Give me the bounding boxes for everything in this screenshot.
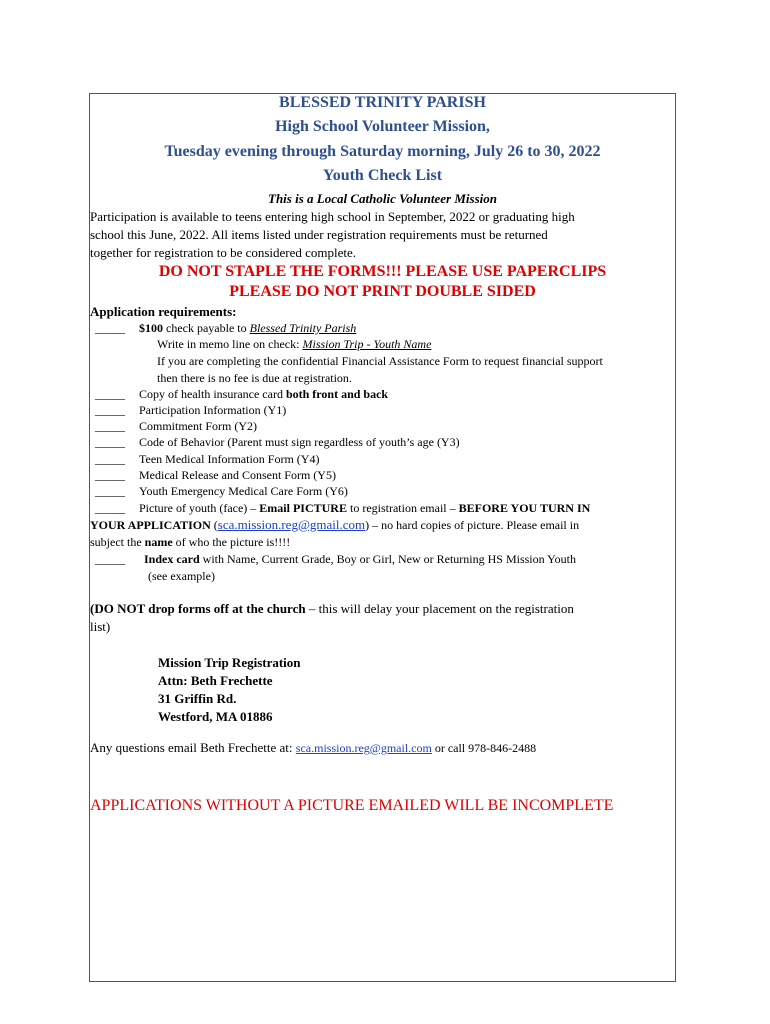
- financial-assistance-line-1: If you are completing the confidential Financial Assistance Form to request financial support: [157, 354, 603, 368]
- intro-line-2: school this June, 2022. All items listed under registration requirements must be returned: [90, 227, 548, 242]
- parish-name: BLESSED TRINITY PARISH: [279, 94, 486, 111]
- list-item-y6: _____ Youth Emergency Medical Care Form (Y6): [95, 484, 348, 498]
- list-item-y1: _____ Participation Information (Y1): [95, 403, 287, 417]
- list-item-y3: _____ Code of Behavior (Parent must sign regardless of youth’s age (Y3): [95, 435, 460, 449]
- dropoff-warning-line-1: (DO NOT drop forms off at the church – this will delay your placement on the registration: [90, 601, 574, 616]
- incomplete-notice: APPLICATIONS WITHOUT A PICTURE EMAILED WILL BE INCOMPLETE: [90, 797, 614, 814]
- staple-warning: DO NOT STAPLE THE FORMS!!! PLEASE USE PAPERCLIPS: [158, 263, 607, 280]
- list-item-y4: _____ Teen Medical Information Form (Y4): [95, 452, 320, 466]
- list-item-index-card: _____ Index card with Name, Current Grade, Boy or Girl, New or Returning HS Mission Youth: [95, 552, 576, 566]
- intro-line-3: together for registration to be considered complete.: [90, 245, 357, 260]
- list-item-y2: _____ Commitment Form (Y2): [95, 419, 257, 433]
- address-line-2: Attn: Beth Frechette: [158, 673, 273, 688]
- list-item-picture: _____ Picture of youth (face) – Email PICTURE to registration email – BEFORE YOU TURN IN: [95, 501, 591, 515]
- checklist-title: Youth Check List: [322, 167, 443, 184]
- print-warning: PLEASE DO NOT PRINT DOUBLE SIDED: [229, 283, 536, 300]
- checkbox-blank: _____: [95, 321, 125, 335]
- address-line-3: 31 Griffin Rd.: [158, 691, 237, 706]
- list-item-y5: _____ Medical Release and Consent Form (Y5): [95, 468, 336, 482]
- picture-line-3: subject the name of who the picture is!!!!: [90, 535, 291, 549]
- contact-line: Any questions email Beth Frechette at: sca.mission.reg@gmail.com or call 978-846-2488: [90, 740, 537, 755]
- registration-email-link[interactable]: sca.mission.reg@gmail.com: [217, 517, 366, 532]
- list-item-fee: _____ $100 check payable to Blessed Trinity Parish: [95, 321, 357, 335]
- intro-line-1: Participation is available to teens entering high school in September, 2022 or graduating high: [90, 209, 575, 224]
- address-line-1: Mission Trip Registration: [158, 655, 301, 670]
- mission-title: High School Volunteer Mission,: [275, 118, 490, 135]
- picture-line-2: YOUR APPLICATION (sca.mission.reg@gmail.com) – no hard copies of picture. Please email in: [90, 517, 580, 532]
- memo-instruction: Write in memo line on check: Mission Trip - Youth Name: [157, 337, 432, 351]
- financial-assistance-line-2: then there is no fee is due at registration.: [157, 371, 352, 385]
- index-card-example: (see example): [148, 569, 215, 583]
- requirements-heading: Application requirements:: [90, 304, 237, 319]
- mission-dates: Tuesday evening through Saturday morning, July 26 to 30, 2022: [164, 143, 601, 160]
- contact-email-link[interactable]: sca.mission.reg@gmail.com: [295, 741, 432, 755]
- list-item-insurance: _____ Copy of health insurance card both front and back: [95, 387, 389, 401]
- address-line-4: Westford, MA 01886: [158, 709, 273, 724]
- dropoff-warning-line-2: list): [90, 619, 111, 634]
- subtitle: This is a Local Catholic Volunteer Mission: [268, 191, 497, 206]
